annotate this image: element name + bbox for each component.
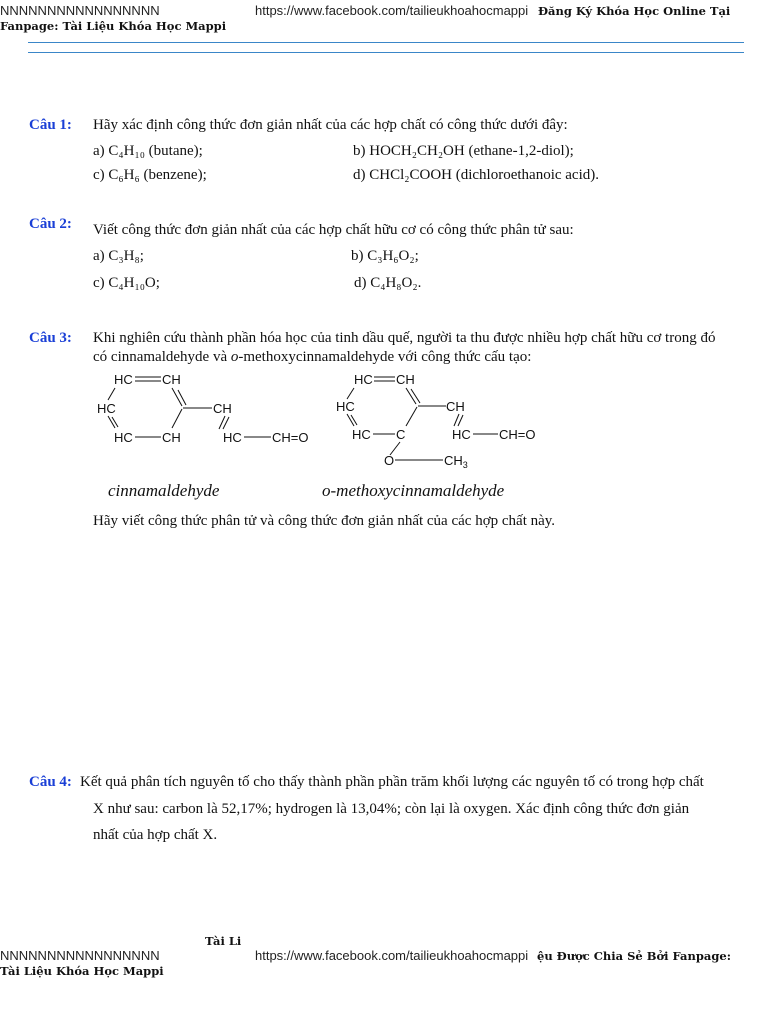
header-rule-top (28, 42, 744, 43)
struct2-o-atom: O (384, 453, 395, 468)
q4-line2: X như sau: carbon là 52,17%; hydrogen là 13,04%; còn lại là oxygen. Xác định công thức đơn giản (93, 801, 690, 817)
q4-line3: nhất của hợp chất X. (93, 827, 218, 843)
q2-option-a: a) C₃H₈; (93, 248, 144, 264)
struct1-cho: CH=O (272, 430, 309, 445)
struct2-ch3 (444, 453, 468, 470)
struct2-c-ring: C (396, 427, 406, 442)
struct2-ch-top: CH (396, 372, 415, 387)
footer-right-text: ệu Được Chia Sẻ Bởi Fanpage: (537, 949, 731, 963)
q3-line1: Khi nghiên cứu thành phần hóa học của tinh dầu quế, người ta thu được nhiều hợp chất hữu cơ trong đó (93, 330, 716, 346)
struct1-hc-top: HC (114, 372, 133, 387)
struct1-ch-bot: CH (162, 430, 181, 445)
q2-option-b: b) C₃H₆O₂; (351, 248, 419, 264)
q4-line1: Kết quả phân tích nguyên tố cho thấy thành phần phần trăm khối lượng các nguyên tố có trong hợp chất (80, 774, 704, 790)
struct2-hc-chain: HC (452, 427, 471, 442)
q1-option-c: c) C₆H₆ (benzene); (93, 167, 207, 183)
struct2-hc-left: HC (336, 399, 355, 414)
struct2-cho: CH=O (499, 427, 536, 442)
q1-option-d: d) CHCl₂COOH (dichloroethanoic acid). (353, 167, 600, 183)
struct2-hc-top: HC (354, 372, 373, 387)
footer-left-text: NNNNNNNNNNNNNNNNN (0, 948, 160, 963)
q1-label: Câu 1: (29, 117, 72, 133)
q1-option-a: a) C₄H₁₀ (butane); (93, 143, 203, 159)
header-fanpage-text: Fanpage: Tài Liệu Khóa Học Mappi (0, 19, 227, 33)
struct1-hc-chain: HC (223, 430, 242, 445)
o-methoxycinnamaldehyde-structure (336, 372, 535, 470)
q1-option-b: b) HOCH₂CH₂OH (ethane-1,2-diol); (353, 143, 574, 159)
struct1-ch-side: CH (213, 401, 232, 416)
q2-text: Viết công thức đơn giản nhất của các hợp chất hữu cơ có công thức phân tử sau: (93, 222, 574, 238)
header-rule-bottom (28, 52, 744, 53)
name-o-methoxycinnamaldehyde: o-methoxycinnamaldehyde (322, 481, 505, 500)
structural-formulas (90, 368, 550, 476)
q1-text: Hãy xác định công thức đơn giản nhất của các hợp chất có công thức dưới đây: (93, 117, 568, 133)
cinnamaldehyde-structure (97, 372, 308, 445)
struct2-ch3-main: CH (444, 453, 463, 468)
header-url-link[interactable]: https://www.facebook.com/tailieukhoahocmappi (255, 3, 529, 18)
q4-label: Câu 4: (29, 774, 72, 790)
q3-label: Câu 3: (29, 330, 72, 346)
name-cinnamaldehyde: cinnamaldehyde (108, 481, 220, 500)
q3-line2-italic: o (230, 349, 239, 365)
footer-fanpage-text: Tài Liệu Khóa Học Mappi (0, 964, 164, 978)
footer-url-link[interactable]: https://www.facebook.com/tailieukhoahocmappi (255, 948, 529, 963)
q2-option-d: d) C₄H₈O₂. (354, 275, 422, 291)
struct2-ch3-sub: 3 (462, 460, 468, 470)
struct2-ch-side: CH (446, 399, 465, 414)
footer-tai-li: Tài Li (205, 934, 242, 948)
struct1-hc-left: HC (97, 401, 116, 416)
struct1-ch-top: CH (162, 372, 181, 387)
header-left-text: NNNNNNNNNNNNNNNNN (0, 3, 160, 18)
struct2-hc-bot: HC (352, 427, 371, 442)
q2-label: Câu 2: (29, 216, 72, 232)
q2-option-c: c) C₄H₁₀O; (93, 275, 160, 291)
struct1-hc-bot: HC (114, 430, 133, 445)
q3-line2 (93, 346, 531, 368)
header-register-text: Đăng Ký Khóa Học Online Tại (538, 4, 731, 18)
q3-line2-post: -methoxycinnamaldehyde với công thức cấu tạo: (238, 349, 532, 365)
q3-question: Hãy viết công thức phân tử và công thức đơn giản nhất của các hợp chất này. (93, 513, 556, 529)
q3-line2-pre: có cinnamaldehyde và (93, 349, 231, 365)
